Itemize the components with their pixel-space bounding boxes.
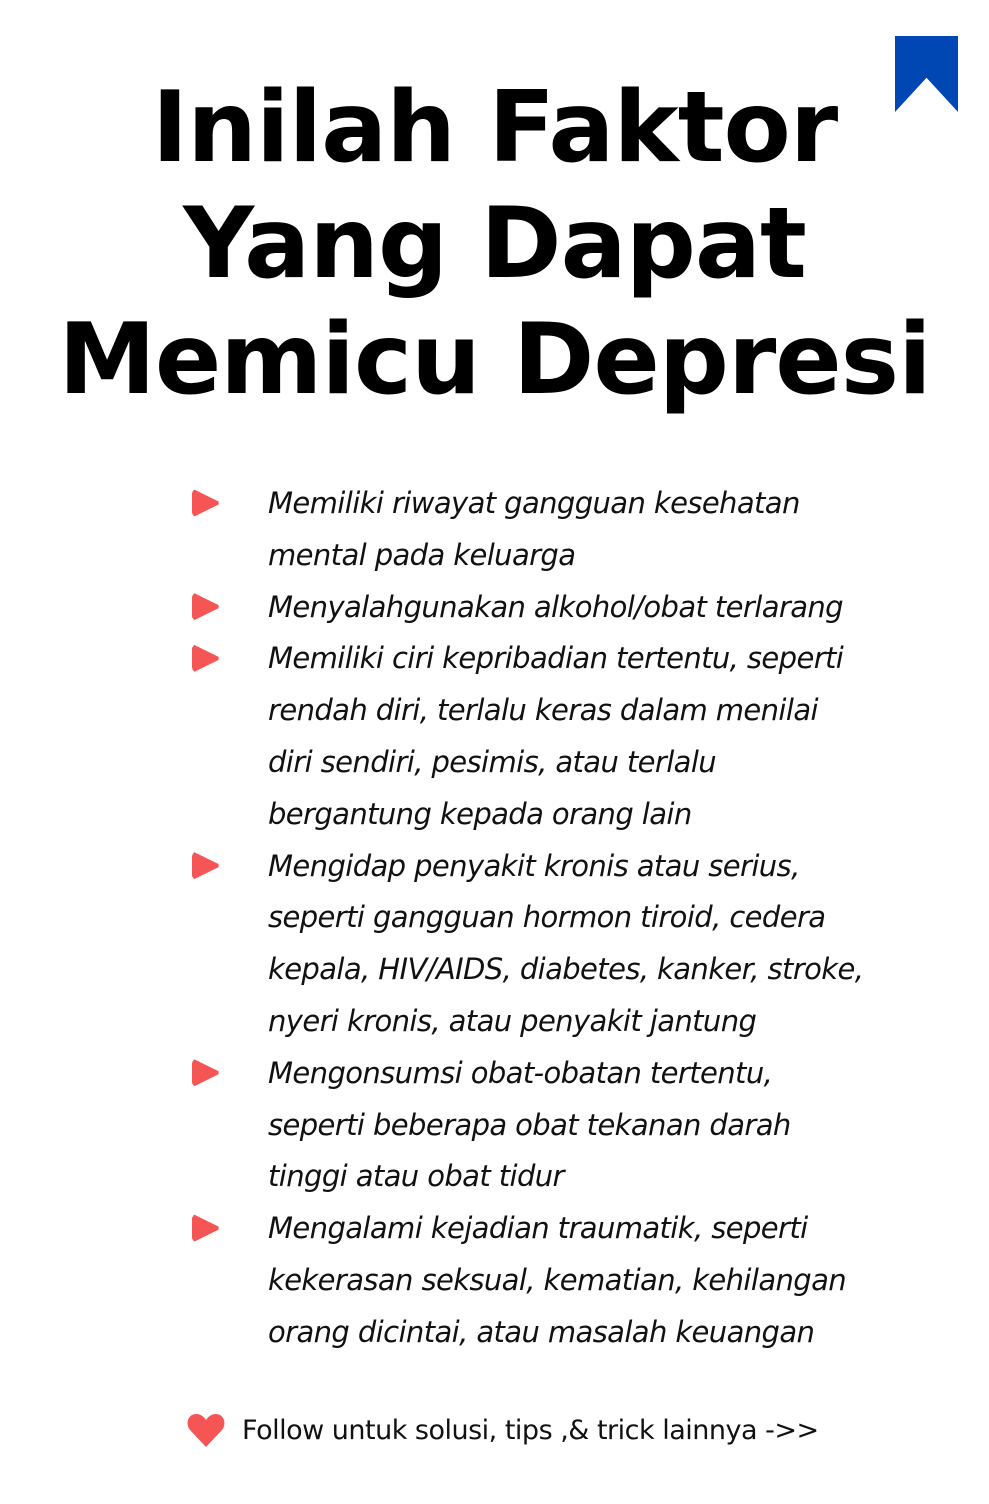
play-triangle-icon (192, 643, 220, 673)
play-triangle-icon (192, 1213, 220, 1243)
title-line: Inilah Faktor (151, 71, 838, 185)
list-item-text (268, 633, 908, 840)
text-line: seperti beberapa obat tekanan darah (268, 1107, 791, 1142)
text-line: bergantung kepada orang lain (268, 796, 692, 831)
heart-icon (186, 1410, 226, 1450)
title-line: Memicu Depresi (58, 303, 931, 417)
text-line: kepala, HIV/AIDS, diabetes, kanker, stroke, (268, 952, 864, 987)
text-line: Memiliki ciri kepribadian tertentu, seperti (268, 641, 844, 676)
text-line: orang dicintai, atau masalah keuangan (268, 1314, 815, 1349)
text-line: seperti gangguan hormon tiroid, cedera (268, 900, 826, 935)
list-item (188, 582, 908, 634)
text-line: nyeri kronis, atau penyakit jantung (268, 1003, 757, 1038)
text-line: mental pada keluarga (268, 537, 576, 572)
list-item (188, 478, 908, 582)
list-item (188, 633, 908, 840)
text-line: kekerasan seksual, kematian, kehilangan (268, 1262, 847, 1297)
text-line: Mengalami kejadian traumatik, seperti (268, 1211, 808, 1246)
text-line: Memiliki riwayat gangguan kesehatan (268, 486, 800, 520)
list-item (188, 841, 908, 1048)
play-triangle-icon (192, 851, 220, 881)
list-item-text (268, 1048, 908, 1203)
text-line: rendah diri, terlalu keras dalam menilai (268, 693, 818, 728)
follow-text: Follow untuk solusi, tips ,& trick lainnya ->> (242, 1414, 819, 1446)
text-line: Menyalahgunakan alkohol/obat terlarang (268, 589, 843, 624)
text-line: diri sendiri, pesimis, atau terlalu (268, 744, 717, 779)
list-item (188, 1203, 908, 1358)
list-item-text (268, 841, 908, 1048)
title-line: Yang Dapat (183, 187, 806, 301)
text-line: Mengonsumsi obat-obatan tertentu, (268, 1055, 773, 1090)
play-triangle-icon (192, 592, 220, 622)
list-item-text (268, 582, 908, 634)
follow-cta[interactable] (186, 1410, 819, 1450)
text-line: tinggi atau obat tidur (268, 1159, 564, 1194)
play-triangle-icon (192, 488, 220, 518)
factor-list (188, 478, 908, 1359)
list-item (188, 1048, 908, 1203)
page-title (0, 70, 989, 418)
list-item-text (268, 478, 908, 582)
text-line: Mengidap penyakit kronis atau serius, (268, 848, 800, 883)
play-triangle-icon (192, 1058, 220, 1088)
list-item-text (268, 1203, 908, 1358)
